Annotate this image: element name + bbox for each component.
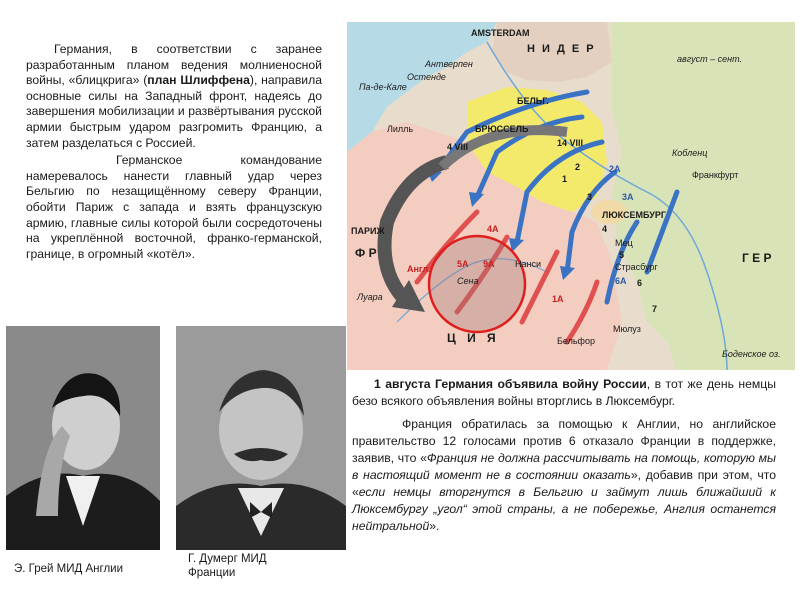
portrait-doumergue: [176, 326, 346, 550]
label-army-6: 6: [637, 278, 643, 288]
label-army-7: 7: [652, 304, 658, 314]
label-belfort: Бельфор: [557, 336, 595, 346]
photo-edward-grey: [6, 326, 160, 550]
label-loire: Луара: [357, 292, 383, 302]
label-army-3: 3: [587, 192, 593, 202]
label-army-6a: 6А: [615, 276, 627, 286]
label-aug-sep: август – сент.: [677, 54, 742, 64]
left-text-block: [26, 42, 322, 262]
p1-text-start: Германия, в соответствии с заранее разработанным планом ведения молниеносной войны, «блицкрига» (: [26, 42, 322, 88]
photo-gaston-doumergue: [176, 326, 346, 550]
label-nancy: Нанси: [515, 259, 542, 269]
label-belgium: БЕЛЬГ.: [517, 96, 549, 106]
england-neutrality-paragraph: [352, 416, 776, 535]
label-army-1: 1: [562, 174, 568, 184]
label-lake-constance: Боденское оз.: [722, 349, 781, 359]
portrait-grey: [6, 326, 160, 550]
p2-text-end: ».: [429, 519, 440, 533]
schlieffen-paragraph: [26, 42, 322, 151]
label-mulhouse: Мюлуз: [613, 324, 641, 334]
label-army-2: 2: [575, 162, 581, 172]
label-paris: ПАРИЖ: [351, 226, 385, 236]
label-luxembourg: ЛЮКСЕМБУРГ: [602, 210, 666, 220]
label-france-tail: Ц И Я: [447, 331, 500, 345]
label-lille: Лилль: [387, 124, 414, 134]
label-army-4: 4: [602, 224, 608, 234]
p2-text-middle: », добавив при этом, что «: [352, 468, 776, 499]
label-date-aug14: 14 VIII: [557, 138, 584, 148]
label-france: Ф Р: [355, 246, 377, 260]
label-antwerp: Антверпен: [425, 59, 473, 69]
label-frankfurt: Франкфурт: [692, 170, 739, 180]
label-seine: Сена: [457, 276, 479, 286]
label-amsterdam: AMSTERDAM: [471, 28, 530, 38]
map-drawing: [347, 22, 795, 370]
label-germany: Г Е Р: [742, 251, 772, 265]
war-declaration-phrase: 1 августа Германия объявила войну России: [374, 377, 647, 391]
quote-neutrality: если немцы вторгнутся в Бельгию и займут лишь ближайший к Люксембургу „угол“ этой страны, а не побережье, Англия останется нейтральной: [352, 485, 776, 533]
label-army-2a: 2А: [609, 164, 621, 174]
label-army-3a: 3А: [622, 192, 634, 202]
label-army-5: 5: [619, 250, 625, 260]
label-metz: Мец: [615, 238, 633, 248]
caption-grey: Э. Грей МИД Англии: [14, 563, 123, 575]
label-army-9a: 9А: [483, 259, 495, 269]
quote-no-help: Франция не должна рассчитывать на помощь, которую мы в настоящий момент не в состоянии оказать: [352, 451, 777, 482]
label-date-aug4: 4 VIII: [447, 142, 469, 152]
label-ostend: Остенде: [407, 72, 446, 82]
luxembourg-invasion-text: , в тот же день немцы безо всякого объявления войны вторглись в Люксембург.: [352, 377, 777, 408]
right-text-block: [352, 376, 776, 535]
label-army-5a: 5А: [457, 259, 469, 269]
label-army-1a: 1А: [552, 294, 564, 304]
label-koblenz: Кобленц: [672, 148, 708, 158]
label-pas-de-calais: Па-де-Кале: [359, 82, 407, 92]
p2-text-start: Франция обратилась за помощью к Англии, но английское правительство 12 голосами против 6 отказало Франции в поддержке, заявив, что «: [352, 417, 776, 465]
label-army-4a: 4А: [487, 224, 499, 234]
command-plan-paragraph: Германское командование намеревалось нанести главный удар через Бельгию по незащищённому северу Франции, обойти Париж с запада и взять французскую армию, главные силы которой были сосредоточены на укреплённой восточной, франко-германской, границе, в огромный «котёл».: [26, 153, 322, 261]
war-map: [347, 22, 795, 370]
schlieffen-plan-term: план Шлиффена: [147, 73, 250, 88]
caption-doumergue: Г. Думерг МИД Франции: [188, 553, 267, 579]
label-brussels: БРЮССЕЛЬ: [475, 124, 529, 134]
label-british: Англ.: [407, 264, 431, 274]
p1-text-end: ), направила основные силы на Западный фронт, надеясь до завершения мобилизации и развёртывания русской армии быстрым ударом разгромить Францию, а затем разделаться с Россией.: [26, 73, 322, 150]
label-netherlands: Н И Д Е Р: [527, 43, 596, 55]
label-strasbourg: Страсбург: [615, 262, 658, 272]
war-declaration-paragraph: [352, 376, 776, 410]
